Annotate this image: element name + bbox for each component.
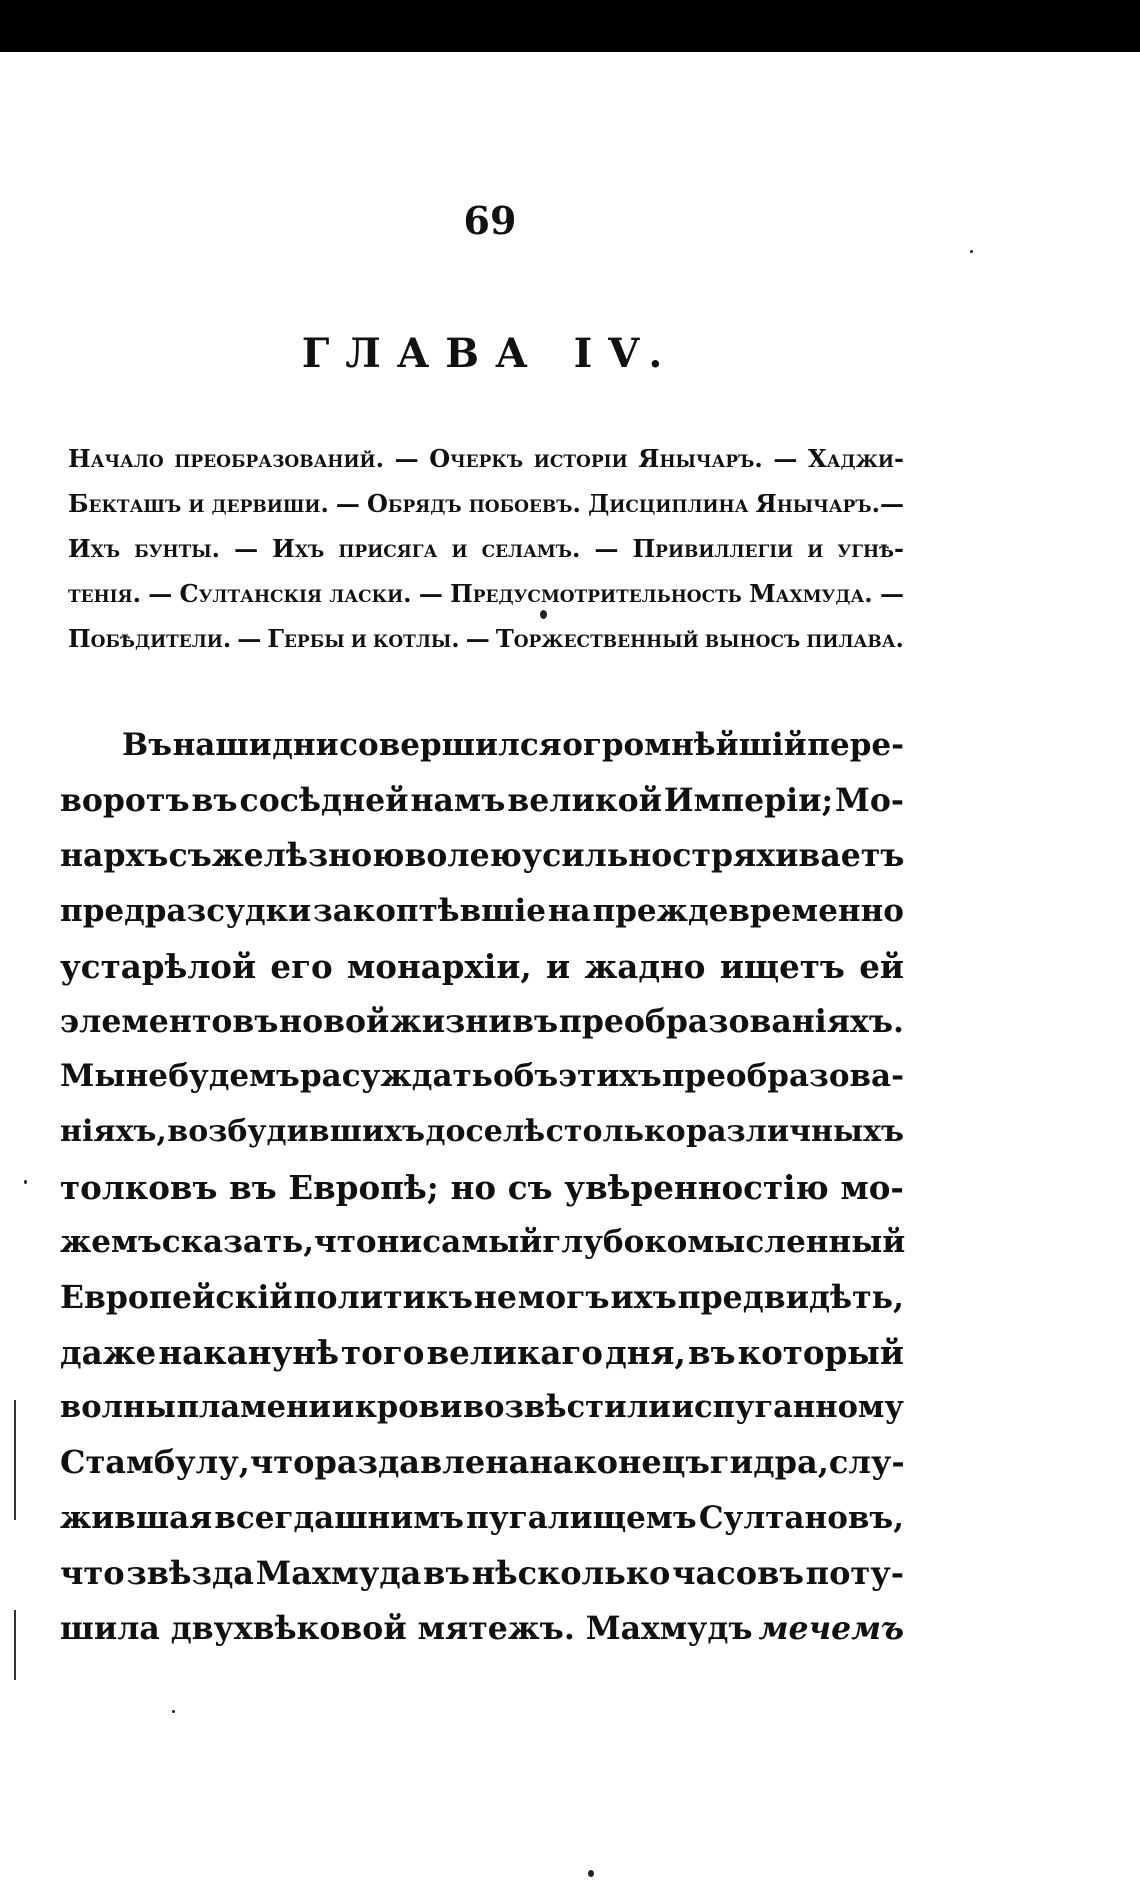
- summary-line: [68, 436, 904, 481]
- body-line: [60, 1546, 904, 1601]
- word: столько: [545, 1114, 686, 1150]
- word: наши: [172, 727, 272, 763]
- page-number: 69: [463, 198, 517, 243]
- body-line: [60, 773, 904, 828]
- word: монархіи,: [347, 946, 532, 986]
- word: различныхъ: [686, 1114, 904, 1150]
- word: доселѣ: [425, 1114, 546, 1150]
- word: —: [234, 534, 259, 563]
- body-line: [60, 1215, 904, 1270]
- word: но: [450, 1167, 497, 1207]
- word: въ: [229, 1167, 277, 1207]
- word: Мы: [60, 1058, 126, 1095]
- word: ихъ: [610, 1278, 677, 1316]
- word: ласки.: [329, 579, 412, 608]
- word: ни: [376, 1223, 423, 1260]
- word: пере-: [807, 727, 904, 763]
- body-text: [60, 718, 904, 1656]
- word: Янычаръ.: [638, 444, 763, 473]
- word: Предусмотрительность: [450, 579, 742, 608]
- word: ніяхъ,: [60, 1114, 167, 1150]
- word: слу-: [828, 1443, 905, 1482]
- word: даже: [60, 1333, 157, 1373]
- word: не: [125, 1058, 168, 1095]
- word: сосѣдней: [239, 782, 409, 820]
- word: гидра,: [709, 1443, 829, 1482]
- word: котлы.: [372, 624, 460, 653]
- word: и: [546, 946, 571, 986]
- word: преобразованіяхъ.: [558, 1002, 904, 1040]
- summary-line: [68, 616, 904, 661]
- word: раздавлена: [314, 1443, 530, 1482]
- word: Побѣдители.: [68, 624, 232, 653]
- scan-speck: [24, 1180, 27, 1184]
- body-line: [60, 939, 904, 994]
- margin-line: [14, 1400, 16, 1520]
- word: наканунѣ: [158, 1333, 339, 1373]
- word: —: [594, 534, 619, 563]
- word: и: [451, 534, 468, 563]
- word: пугалищемъ: [466, 1499, 697, 1536]
- word: —: [773, 444, 798, 473]
- word: жизни: [389, 1002, 512, 1040]
- word: Махмуда.: [749, 579, 873, 608]
- summary-line: [68, 571, 904, 616]
- word: предразсудки: [60, 892, 312, 929]
- word: жемъ: [60, 1223, 162, 1260]
- word: —: [148, 579, 173, 608]
- body-line: [60, 1435, 904, 1490]
- word: Дисциплина: [587, 489, 749, 518]
- word: что: [249, 1443, 315, 1482]
- word: великой: [507, 782, 662, 820]
- word: Обрядъ: [367, 489, 462, 518]
- word: его: [270, 946, 333, 986]
- word: Хаджи-: [808, 444, 904, 473]
- body-line-last-italic-word: мечемъ: [758, 1610, 904, 1647]
- word: Султанскія: [179, 579, 322, 608]
- word: и: [188, 489, 205, 518]
- word: —: [335, 489, 360, 518]
- word: часовъ: [672, 1553, 804, 1592]
- body-line: [60, 1049, 904, 1104]
- word: того: [341, 1333, 425, 1373]
- body-line: [60, 1325, 904, 1380]
- word: Гербы: [267, 624, 345, 653]
- word: мо-: [840, 1167, 904, 1207]
- word: новой: [279, 1002, 390, 1040]
- word: усильно: [521, 837, 673, 875]
- word: —: [418, 579, 443, 608]
- word: преобразований.: [174, 444, 384, 473]
- word: испуганному: [671, 1389, 904, 1426]
- word: преобразова-: [661, 1058, 904, 1095]
- word: Ихъ: [272, 534, 325, 563]
- word: объ: [492, 1058, 559, 1095]
- word: въ: [191, 782, 238, 820]
- word: съ: [507, 1167, 553, 1207]
- body-line: [60, 828, 904, 883]
- word: Ихъ: [68, 534, 121, 563]
- word: совершился: [339, 727, 562, 763]
- summary-line: [68, 481, 904, 526]
- word: бунты.: [134, 534, 221, 563]
- word: элементовъ: [60, 1002, 279, 1040]
- word: Начало: [68, 444, 164, 473]
- word: намъ: [410, 782, 506, 820]
- word: устарѣлой: [60, 946, 257, 986]
- chapter-summary: [68, 436, 904, 661]
- word: не: [473, 1278, 517, 1316]
- word: волею: [404, 837, 522, 875]
- body-line: [60, 1491, 904, 1546]
- body-line-last: [60, 1601, 904, 1656]
- word: жадно: [584, 946, 706, 986]
- word: преждевременно: [592, 892, 904, 929]
- word: крови: [354, 1389, 463, 1426]
- word: —: [394, 444, 419, 473]
- word: желѣзною: [211, 837, 405, 875]
- scan-speck: [588, 1870, 594, 1877]
- word: закоптѣвшіе: [312, 892, 546, 929]
- word: возбудившихъ: [167, 1114, 426, 1150]
- word: воротъ: [60, 782, 190, 820]
- word: волны: [60, 1389, 176, 1426]
- body-line: [60, 1380, 904, 1435]
- word: самый: [422, 1223, 543, 1260]
- word: на: [547, 892, 591, 929]
- word: Очеркъ: [429, 444, 524, 473]
- word: исторіи: [533, 444, 628, 473]
- word: съ: [168, 837, 212, 875]
- word: и: [807, 534, 824, 563]
- word: увѣренностію: [564, 1167, 829, 1207]
- word: Привиллегіи: [632, 534, 794, 563]
- word: звѣзда: [126, 1553, 255, 1592]
- word: предвидѣть,: [677, 1278, 904, 1316]
- chapter-title: ГЛАВА IV.: [301, 330, 679, 377]
- word: побоевъ.: [468, 489, 581, 518]
- word: жившая: [60, 1499, 213, 1536]
- word: Въ: [122, 727, 172, 763]
- word: въ: [512, 1002, 559, 1040]
- word: Султановъ,: [698, 1499, 904, 1536]
- scan-speck: [970, 250, 973, 253]
- word: возвѣстили: [462, 1389, 671, 1426]
- body-line: [60, 1160, 904, 1215]
- word: стряхиваетъ: [672, 837, 905, 875]
- word: —: [879, 579, 904, 608]
- word: въ: [687, 1333, 736, 1373]
- word: могъ: [517, 1278, 610, 1316]
- body-line: [60, 1270, 904, 1325]
- word: расуждать: [300, 1058, 493, 1095]
- word: ей: [859, 946, 904, 986]
- word: политикъ: [293, 1278, 473, 1316]
- word: Торжественный: [495, 624, 699, 653]
- word: Мо-: [835, 782, 904, 820]
- word: дня,: [605, 1333, 686, 1373]
- word: угнѣ-: [837, 534, 904, 563]
- word: Махмуда: [255, 1553, 422, 1592]
- word: нархъ: [60, 837, 169, 875]
- word: великаго: [426, 1333, 603, 1373]
- word: и: [350, 624, 367, 653]
- word: глубокомысленный: [542, 1223, 906, 1260]
- word: —: [237, 624, 262, 653]
- summary-line: [68, 526, 904, 571]
- word: выносъ: [704, 624, 801, 653]
- word: ищетъ: [719, 946, 845, 986]
- word: селамъ.: [481, 534, 581, 563]
- word: будемъ: [168, 1058, 300, 1095]
- body-line: [60, 1104, 904, 1159]
- word: поту-: [805, 1553, 904, 1592]
- word: Имперіи;: [663, 782, 834, 820]
- word: который: [737, 1333, 904, 1373]
- word: нѣсколько: [471, 1553, 671, 1592]
- word: дервиши.: [211, 489, 329, 518]
- body-line: [60, 718, 904, 773]
- word: этихъ: [558, 1058, 662, 1095]
- word: Европейскій: [60, 1278, 293, 1316]
- word: сказать,: [161, 1223, 314, 1260]
- word: дни: [272, 727, 339, 763]
- word: Янычаръ.—: [755, 489, 904, 518]
- word: Стамбулу,: [60, 1443, 250, 1482]
- word: что: [60, 1553, 125, 1592]
- body-line-last-text: шила двухвѣковой мятежъ. Махмудъ: [60, 1610, 753, 1647]
- word: Европѣ;: [288, 1167, 439, 1207]
- word: пламени: [176, 1389, 331, 1426]
- word: —: [465, 624, 490, 653]
- word: всегдашнимъ: [214, 1499, 464, 1536]
- word: присяга: [338, 534, 438, 563]
- word: пилава.: [806, 624, 904, 653]
- word: огромнѣйшій: [562, 727, 807, 763]
- word: тенія.: [68, 579, 141, 608]
- scan-speck: [172, 1710, 175, 1713]
- word: и: [331, 1389, 355, 1426]
- scan-top-border: [0, 0, 1140, 52]
- scan-speck: [540, 610, 547, 619]
- word: толковъ: [60, 1167, 218, 1207]
- word: наконецъ: [529, 1443, 710, 1482]
- word: что: [314, 1223, 377, 1260]
- margin-line: [14, 1610, 16, 1680]
- body-line: [60, 994, 904, 1049]
- word: Бекташъ: [68, 489, 182, 518]
- word: въ: [423, 1553, 470, 1592]
- body-line: [60, 884, 904, 939]
